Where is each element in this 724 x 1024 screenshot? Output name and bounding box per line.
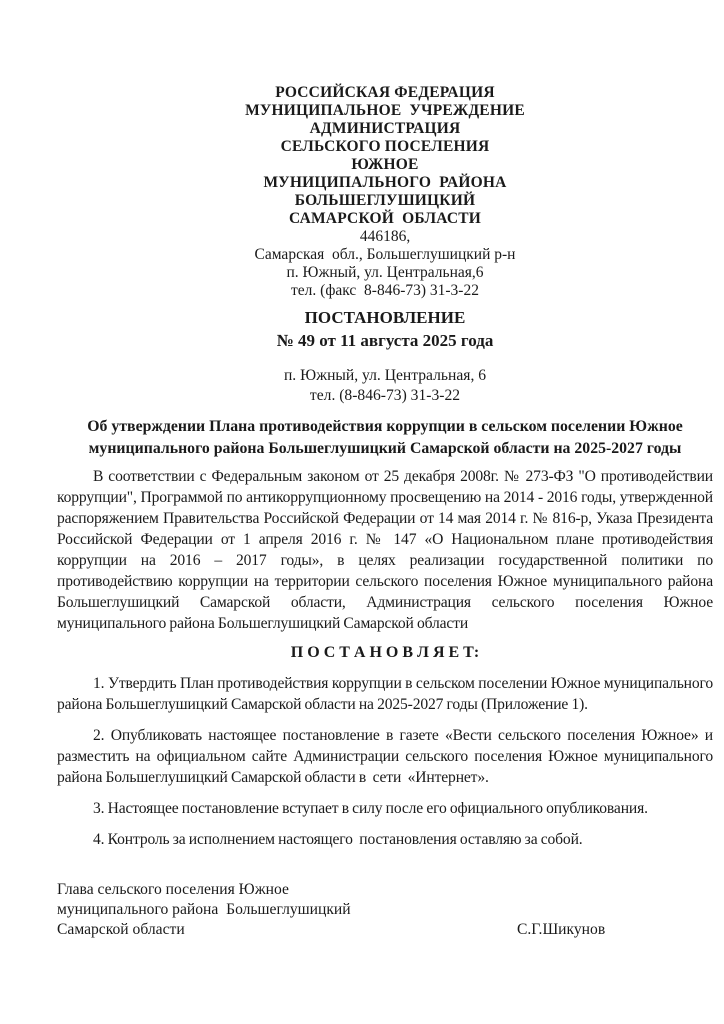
issue-place-phone: тел. (8-846-73) 31-3-22 [309, 387, 461, 404]
document-type-title: ПОСТАНОВЛЕНИЕ [304, 308, 466, 327]
issue-place-block [57, 366, 713, 406]
document-number-date: № 49 от 11 августа 2025 года [276, 331, 494, 350]
org-street-line: п. Южный, ул. Центральная,6 [286, 264, 484, 281]
signatory-position [57, 880, 713, 940]
resolves-heading: П О С Т А Н О В Л Я Е Т: [290, 644, 480, 661]
org-letterhead-line: РОССИЙСКАЯ ФЕДЕРАЦИЯ [275, 84, 495, 101]
signatory-position-line: Глава сельского поселения Южное [57, 881, 289, 898]
resolution-item-3: 3. Настоящее постановление вступает в силу после его официального опубликования. [93, 800, 648, 817]
org-letterhead-line: ЮЖНОЕ [351, 156, 419, 173]
org-letterhead-line: АДМИНИСТРАЦИЯ [309, 120, 461, 137]
signature-block [57, 880, 713, 940]
org-region-line: Самарская обл., Большеглушицкий р-н [254, 246, 516, 263]
org-letterhead [57, 84, 713, 300]
preamble-paragraph: В соответствии с Федеральным законом от 25 декабря 2008г. № 273-ФЗ "О противодействии коррупции", Программой по антикоррупционному просвещению на 2014 - 2016 годы, утвержденной распоряжением Правительства Российской Федерации от 14 мая 2014 г. № 816-р, Указа Президента Российской Федерации от 1 апреля 2016 г. № 147 «О Национальном плане противодействия коррупции на 2016 – 2017 годы», в целях реализации государственной политики по противодействию коррупции на территории сельского поселения Южное муниципального района Большеглушицкий Самарской области, Администрация сельского поселения Южное муниципального района Большеглушицкий Самарской области [57, 468, 717, 632]
issue-place-address: п. Южный, ул. Центральная, 6 [283, 367, 487, 384]
org-letterhead-line: СЕЛЬСКОГО ПОСЕЛЕНИЯ [280, 138, 490, 155]
document-subject: Об утверждении Плана противодействия коррупции в сельском поселении Южное муниципального района Большеглушицкий Самарской области на 2025-2027 годы [87, 418, 683, 457]
signatory-name: С.Г.Шикунов [517, 921, 606, 938]
resolution-item-2: 2. Опубликовать настоящее постановление в газете «Вести сельского поселения Южное» и разместить на официальном сайте Администрации сельского поселения Южное муниципального района Большеглушицкий Самарской области в сети «Интернет». [57, 727, 717, 786]
org-letterhead-line: МУНИЦИПАЛЬНОЕ УЧРЕЖДЕНИЕ [245, 102, 525, 119]
document-heading [57, 306, 713, 352]
resolution-item-4: 4. Контроль за исполнением настоящего постановления оставляю за собой. [93, 831, 583, 848]
signatory-position-line: Самарской области [57, 921, 185, 938]
org-letterhead-line: МУНИЦИПАЛЬНОГО РАЙОНА [263, 174, 507, 191]
signatory-position-line: муниципального района Большеглушицкий [57, 901, 351, 918]
resolution-item-1: 1. Утвердить План противодействия коррупции в сельском поселении Южное муниципального района Большеглушицкий Самарской области на 2025-2027 годы (Приложение 1). [57, 675, 720, 713]
org-phone-line: тел. (факс 8-846-73) 31-3-22 [291, 282, 479, 299]
org-letterhead-line: БОЛЬШЕГЛУШИЦКИЙ [294, 192, 476, 209]
org-postal-code: 446186, [359, 228, 411, 245]
org-letterhead-line: САМАРСКОЙ ОБЛАСТИ [288, 210, 482, 227]
